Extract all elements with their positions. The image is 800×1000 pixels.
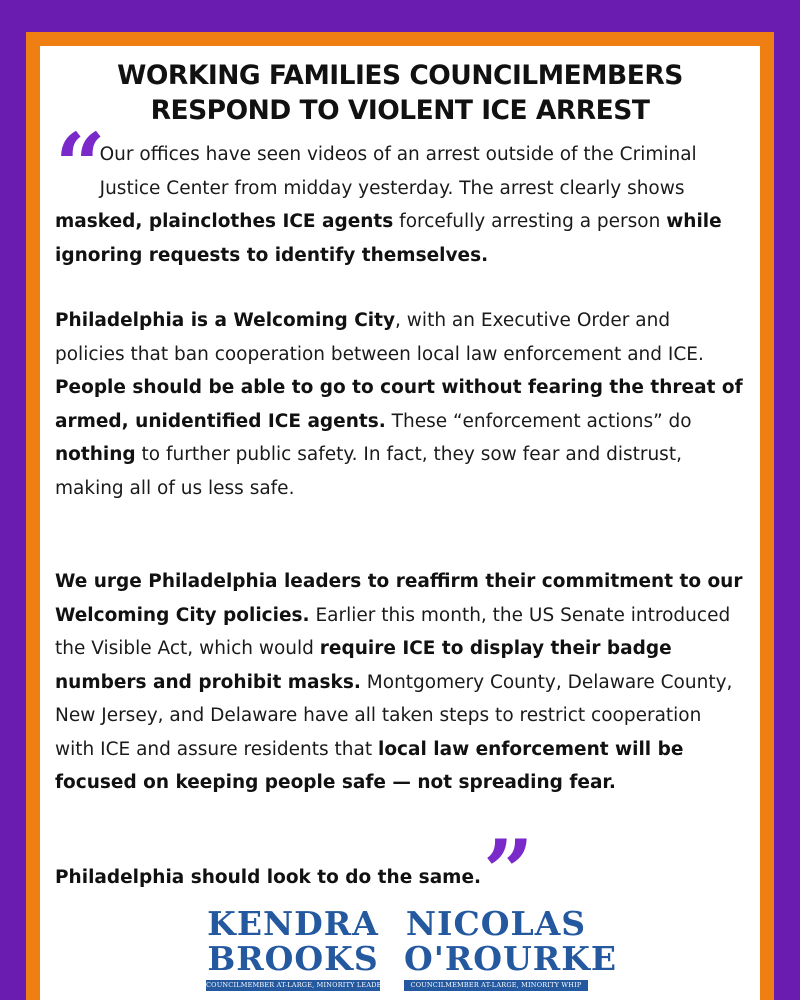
p3-text-b: Earlier this month, the US Senate introduced the Visible Act, which would <box>55 604 731 659</box>
logo-nicolas-line-1: NICOLAS <box>405 904 587 943</box>
open-quote-icon: “ <box>55 113 98 217</box>
p3-bold-c: require ICE to display their badge numbers and prohibit masks. <box>55 638 672 693</box>
p3-bold-a: We urge Philadelphia leaders to reaffirm their commitment to our Welcoming City policies. <box>55 571 743 626</box>
p2-text-f: to further public safety. In fact, they sow fear and distrust, making all of us less safe. <box>55 444 682 499</box>
logo-nicolas-line-2: O'ROURKE <box>404 939 618 978</box>
nicolas-orourke-logo <box>404 904 618 991</box>
kendra-brooks-logo <box>206 904 387 991</box>
p1-text-c: forcefully arresting a person <box>393 211 667 232</box>
logo-nicolas-tag: COUNCILMEMBER AT-LARGE, MINORITY WHIP <box>404 980 588 991</box>
p2-bold-c: People should be able to go to court without fearing the threat of armed, unidentified ICE agents. <box>55 377 743 432</box>
paragraph-2 <box>55 304 745 505</box>
paragraph-3 <box>55 565 745 800</box>
p2-text-b: , with an Executive Order and policies that ban cooperation between local law enforcement and ICE. <box>55 310 704 365</box>
p1-bold-d: while ignoring requests to identify themselves. <box>55 211 722 266</box>
headline <box>40 58 760 128</box>
p1-text-a: Our offices have seen videos of an arrest outside of the Criminal Justice Center from midday yesterday. The arrest clearly shows <box>99 144 697 199</box>
close-quote-icon: ” <box>483 820 526 924</box>
logo-kendra-tag: COUNCILMEMBER AT-LARGE, MINORITY LEADER <box>206 981 387 989</box>
p1-bold-b: masked, plainclothes ICE agents <box>55 211 394 232</box>
p2-text-d: These “enforcement actions” do <box>385 410 692 432</box>
p3-text-d: Montgomery County, Delaware County, New Jersey, and Delaware have all taken steps to restrict cooperation with ICE and assure residents that <box>55 671 733 760</box>
headline-line-1: WORKING FAMILIES COUNCILMEMBERS <box>117 60 683 91</box>
logo-kendra-line-2: BROOKS <box>207 939 379 978</box>
paragraph-1 <box>55 113 745 272</box>
p2-bold-a: Philadelphia is a Welcoming City <box>55 310 396 331</box>
p2-bold-e: nothing <box>55 444 136 465</box>
headline-line-2: RESPOND TO VIOLENT ICE ARREST <box>150 95 650 126</box>
logo-kendra-line-1: KENDRA <box>207 904 379 943</box>
p4-bold-a: Philadelphia should look to do the same. <box>55 867 482 888</box>
p3-bold-e: local law enforcement will be focused on keeping people safe — not spreading fear. <box>55 738 684 793</box>
